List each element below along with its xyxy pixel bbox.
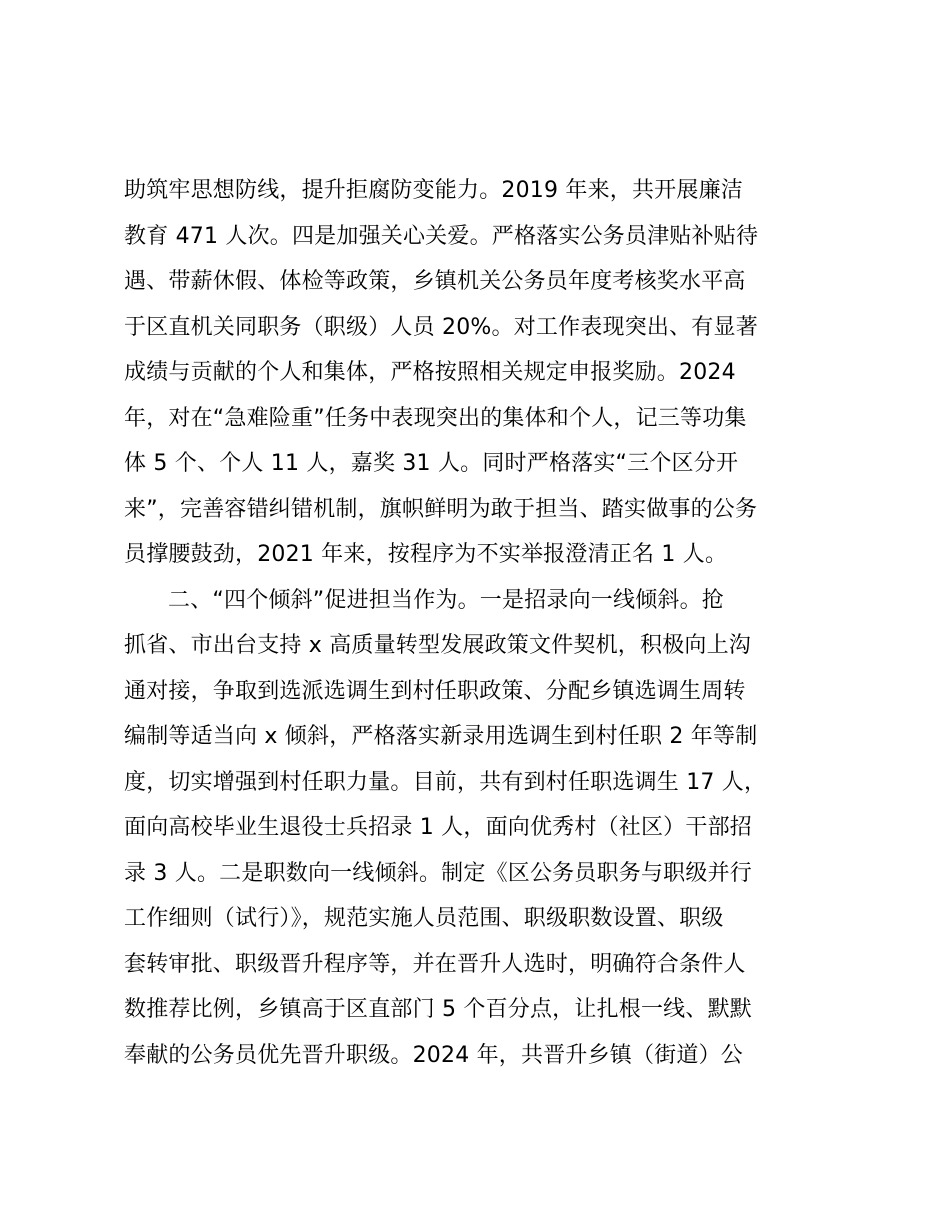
text-line: 度，切实增强到村任职力量。目前，共有到村任职选调生 17 人， (124, 769, 767, 795)
text-line: 数推荐比例，乡镇高于区直部门 5 个百分点，让扎根一线、默默 (124, 997, 752, 1022)
text-line: 遇、带薪休假、体检等政策，乡镇机关公务员年度考核奖水平高 (124, 269, 746, 294)
text-line: 助筑牢思想防线，提升拒腐防变能力。2019 年来，共开展廉洁 (124, 178, 743, 203)
text-line: 录 3 人。二是职数向一线倾斜。制定《区公务员职务与职级并行 (124, 860, 752, 886)
text-line: 来”，完善容错纠错机制，旗帜鲜明为敢于担当、踏实做事的公务 (124, 496, 758, 522)
section-heading-line: 二、“四个倾斜”促进担当作为。一是招录向一线倾斜。抢 (168, 587, 724, 613)
text-line: 年，对在“急难险重”任务中表现突出的集体和个人，记三等功集 (124, 405, 747, 431)
text-line: 面向高校毕业生退役士兵招录 1 人，面向优秀村（社区）干部招 (124, 815, 752, 840)
text-line: 成绩与贡献的个人和集体，严格按照相关规定申报奖励。2024 (124, 360, 736, 385)
text-line: 抓省、市出台支持 x 高质量转型发展政策文件契机，积极向上沟 (124, 633, 752, 658)
text-line: 体 5 个、个人 11 人，嘉奖 31 人。同时严格落实“三个区分开 (124, 451, 739, 476)
text-line: 通对接，争取到选派选调生到村任职政策、分配乡镇选调生周转 (124, 678, 746, 704)
text-line: 奉献的公务员优先晋升职级。2024 年，共晋升乡镇（街道）公 (124, 1042, 743, 1068)
text-line: 教育 471 人次。四是加强关心关爱。严格落实公务员津贴补贴待 (124, 223, 759, 249)
text-line: 编制等适当向 x 倾斜，严格落实新录用选调生到村任职 2 年等制 (124, 724, 758, 749)
text-line: 工作细则（试行）》，规范实施人员范围、职级职数设置、职级 (124, 906, 724, 931)
body-text (124, 168, 836, 1078)
text-line: 套转审批、职级晋升程序等，并在晋升人选时，明确符合条件人 (124, 951, 746, 977)
text-line: 员撑腰鼓劲，2021 年来，按程序为不实举报澄清正名 1 人。 (124, 542, 728, 567)
text-line: 于区直机关同职务（职级）人员 20%。对工作表现突出、有显著 (124, 314, 758, 340)
